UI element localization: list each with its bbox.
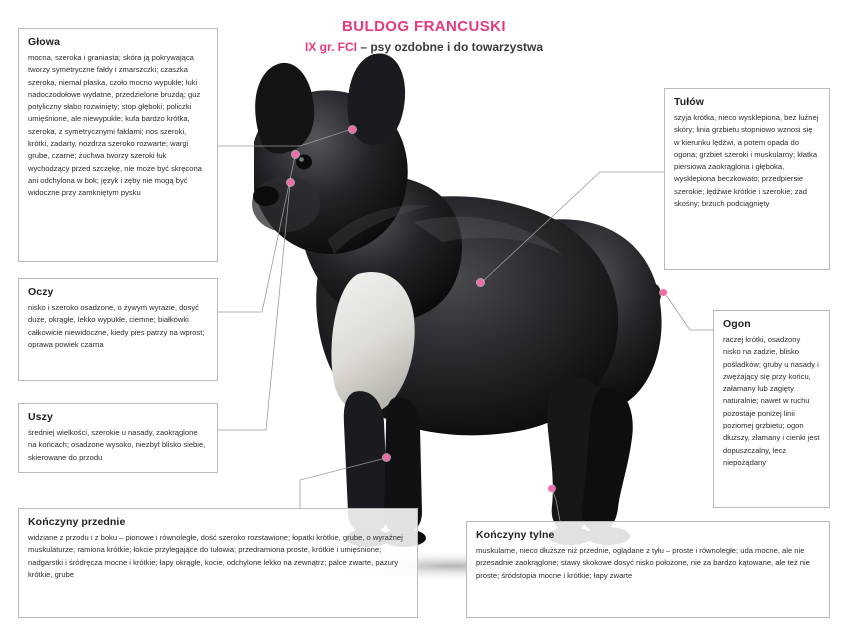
callout-konczyny-przednie <box>18 508 418 618</box>
marker-tail <box>660 289 667 296</box>
callout-oczy-text: nisko i szeroko osadzone, o żywym wyrazie, dosyć duże, okrągłe, lekko wypukłe, ciemne; białkówki całkowicie niewidoczne, kiedy pies patrzy na wprost; oprawa powiek czarna <box>28 303 205 349</box>
callout-tulow <box>664 88 830 270</box>
callout-uszy <box>18 403 218 473</box>
callout-tulow-text: szyja krótka, nieco wysklepiona, bez luźnej skóry; linia grzbietu stopniowo wznosi się w kierunku lędźwi, a potem opada do ogona; grzbiet szeroki i muskularny; kłatka piersiowa zaokrąglona i głęboka, wysklepiona beczkowato; przedpiersie szerokie; lędźwie krótkie i szerokie; zad skośny; brzuch podciągnięty <box>674 113 819 209</box>
callout-glowa-text: mocna, szeroka i graniasta; skóra ją pokrywająca tworzy symetryczne fałdy i zmarszczki; czaszka szeroka, niemal płaska, czoło mocno wypukłe; łuki nadoczodołowe wydatne, przedzielone bruzdą; guz potyliczny słabo rozwinięty; stop głęboki; policzki umięśnione, ale niewypukłe; kufa bardzo krótka, szeroka, z symetrycznymi fałdami; nos szeroki, krótki, zadarty, nozdrza szeroko rozwarte; wargi grube, czarne; żuchwa tworzy szeroki łuk wychodzący przed szczękę, nie może być skręcona ani odchylona w bok; język i zęby nie mogą być widoczne przy zamkniętym pysku <box>28 53 202 198</box>
marker-muzzle <box>287 179 294 186</box>
callout-ogon <box>713 310 830 508</box>
marker-head <box>349 126 356 133</box>
marker-hindleg <box>548 485 555 492</box>
callout-uszy-heading: Uszy <box>28 411 53 423</box>
callout-ogon-text: raczej krótki, osadzony nisko na zadzie, blisko pośladków; gruby u nasady i zwężający się przy końcu, załamany lub zagięty naturalnie; nawet w ruchu pozostaje poniżej linii poziomej grzbietu; ogon dłuższy, złamany i cienki jest dopuszczalny, lecz niepożądany <box>723 335 820 467</box>
callout-tulow-heading: Tułów <box>674 96 705 108</box>
page-subtitle-rest: – psy ozdobne i do towarzystwa <box>360 40 544 54</box>
marker-foreleg <box>383 454 390 461</box>
callout-oczy-heading: Oczy <box>28 286 54 298</box>
callout-konczyny-tylne <box>466 521 830 618</box>
callout-glowa-heading: Głowa <box>28 36 61 48</box>
marker-body <box>477 279 484 286</box>
callout-oczy <box>18 278 218 381</box>
callout-konczyny-tylne-heading: Kończyny tylne <box>476 529 555 541</box>
dog-photo <box>208 26 678 586</box>
callout-ogon-heading: Ogon <box>723 318 751 330</box>
callout-konczyny-przednie-heading: Kończyny przednie <box>28 516 126 528</box>
page-title: BULDOG FRANCUSKI <box>342 18 506 35</box>
french-bulldog-illustration <box>208 26 678 586</box>
callout-uszy-text: średniej wielkości, szerokie u nasady, zaokrąglone na końcach; osadzone wysoko, niezbyt blisko siebie, skierowane do przodu <box>28 428 206 462</box>
page-subtitle-group: IX gr. FCI <box>304 40 357 54</box>
callout-konczyny-przednie-text: widziane z przodu i z boku – pionowe i równoległe, dość szeroko rozstawione; łopatki krótkie, grube, o wyraźnej muskulaturze; ramiona krótkie; łokcie przylegające do tułowia; przedramiona proste, krótkie i umięśnione; nadgarstki i śródręcza mocne i krótkie; łapy okrągłe, kocie, odchylone lekko na zewnątrz; palce zwarte, pazury krótkie, grube <box>28 533 403 579</box>
callout-konczyny-tylne-text: muskularne, nieco dłuższe niż przednie, oglądane z tyłu – proste i równoległe; uda mocne, ale nie przesadnie zaokrąglone; stawy skokowe dosyć nisko położone, nie za bardzo kątowane, ale też nie proste; śródstopia mocne i krótkie; łapy zwarte <box>476 546 810 580</box>
callout-glowa <box>18 28 218 262</box>
marker-eye <box>292 151 299 158</box>
